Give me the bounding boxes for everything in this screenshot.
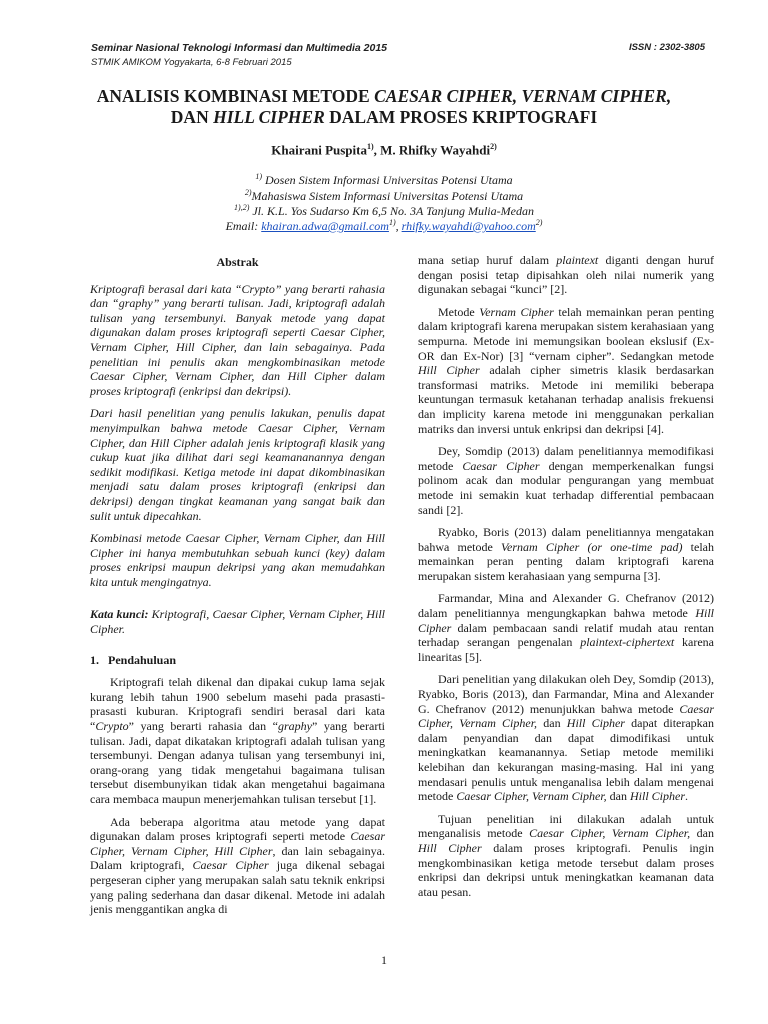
issn-label: ISSN : 2302-3805 [628,42,705,53]
keywords: Kata kunci: Kriptografi, Caesar Cipher, Vernam Cipher, Hill Cipher. [90,607,386,637]
abstract-paragraph-3: Kombinasi metode Caesar Cipher, Vernam Cipher, dan Hill Cipher ini hanya membutuhkan sebuah kunci (key) dalam proses enkripsi maupun dekripsi yang akan memudahkan kita untuk mengingatnya. [90,531,385,589]
affiliation-1: $^{1)}$ Dosen Sistem Informasi Universitas Potensi Utama [255,172,513,187]
conference-header: Seminar Nasional Teknologi Informasi dan Multimedia 2015 [91,42,388,54]
affiliation-address: $^{1),2)}$ Jl. K.L. Yos Sudarso Km 6,5 No. 3A Tanjung Mulia-Medan [234,203,534,218]
right-paragraph-0: mana setiap huruf dalam plaintext diganti dengan huruf dengan posisi tetap dipisahkan oleh nilai numerik yang digunakan sebagai “kunci” [2]. [418,253,714,297]
right-paragraph-4: Farmandar, Mina and Alexander G. Chefranov (2012) dalam penelitiannya mengungkapkan bahwa metode Hill Cipher dalam pembacaan sandi relatif mudah atau rentan terhadap serangan pengenalan plaintext-ciphertext karena linearitas [5]. [418,591,714,664]
author-emails: Email: khairan.adwa@gmail.com$^{1)}$, rhifky.wayahdi@yahoo.com$^{2)}$ [225,218,543,233]
abstract-paragraph-2: Dari hasil penelitian yang penulis lakukan, penulis dapat menyimpulkan bahwa metode Caesar Cipher, Vernam Cipher, dan Hill Cipher adalah jenis kriptografi klasik yang cukup kuat jika dilihat dari segi keamananannya dengan sedikit modifikasi. Ketiga metode ini dapat dikombinasikan menjadi satu dalam proses kriptografi (enkripsi dan dekripsi) dengan tingkat keamanan yang sangat baik dan sulit untuk dipecahkan. [90,406,385,523]
right-paragraph-6: Tujuan penelitian ini dilakukan adalah untuk menganalisis metode Caesar Cipher, Vernam Cipher, dan Hill Cipher dalam proses kriptografi. Penulis ingin mengkombinasikan ketiga metode tersebut dalam proses enkripsi dan dekripsi untuk meningkatkan keamanan data atau pesan. [418,811,714,899]
paper-title-line-1: ANALISIS KOMBINASI METODE CAESAR CIPHER, VERNAM CIPHER, [96,86,672,106]
right-column [418,253,714,907]
author-list: Khairani Puspita$^{1)}$, M. Rhifky Wayahdi$^{2)}$ [271,142,497,158]
abstract-heading: Abstrak [216,255,259,269]
section-1-heading: 1. Pendahuluan [90,652,177,667]
email-link-2[interactable]: rhifky.wayahdi@yahoo.com [401,219,536,233]
intro-paragraph-2: Ada beberapa algoritma atau metode yang dapat digunakan dalam proses kriptografi seperti metode Caesar Cipher, Vernam Cipher, Hill Cipher, dan lain sebagainya. Dalam kriptografi, Caesar Cipher juga dikenal sebagai pergeseran cipher yang merupakan salah satu teknik enkripsi yang paling sederhana dan dasar dikenal. Metode ini adalah jenis menggantikan angka di [90,814,385,917]
left-column [90,255,385,925]
page-number: 1 [381,953,387,967]
right-paragraph-5: Dari penelitian yang dilakukan oleh Dey, Somdip (2013), Ryabko, Boris (2013), dan Farmandar, Mina and Alexander G. Chefranov (2012) menunjukkan bahwa metode Caesar Cipher, Vernam Cipher, dan Hill Cipher dapat diterapkan dalam penyandian dan dapat dimodifikasi untuk meningkatkan keamanannya. Setiap metode memiliki kelebihan dan kekurangan masing-masing. Hal ini yang mendasari penulis untuk menganalisa lebih dalam mengenai metode Caesar Cipher, Vernam Cipher, dan Hill Cipher. [418,672,714,804]
paper-title-line-2: DAN HILL CIPHER DALAM PROSES KRIPTOGRAFI [170,107,598,127]
right-paragraph-1: Metode Vernam Cipher telah memainkan peran penting dalam kriptografi karena merupakan sistem kerahasiaan yang sempurna. Metode ini memungsikan boolean ekslusif (Ex-OR dan Ex-Nor) [3] “vernam cipher”. Sedangkan metode Hill Cipher adalah cipher simetris klasik berdasarkan transformasi matriks. Metode ini memiliki beberapa keuntungan termasuk ketahanan terhadap analisis frekuensi dan implicity karena metode ini menggunakan perkalian matriks dan inversi untuk enkripsi dan dekripsi [4]. [418,304,715,436]
right-paragraph-2: Dey, Somdip (2013) dalam penelitiannya memodifikasi metode Caesar Cipher dengan memperkenalkan fungsi polinom acak dan modular pengurangan yang membuat metode ini semakin kuat terhadap differential pembacaan sandi [2]. [418,444,715,517]
right-paragraph-3: Ryabko, Boris (2013) dalam penelitiannya mengatakan bahwa metode Vernam Cipher (or one-time pad) telah memainkan peran penting dalam kriptografi karena merupakan sistem kerahasiaan yang sempurna [3]. [418,525,715,583]
venue-header: STMIK AMIKOM Yogyakarta, 6-8 Februari 2015 [91,57,292,68]
intro-paragraph-1: Kriptografi telah dikenal dan dipakai cukup lama sejak kurang lebih tahun 1900 sebelum masehi pada prasasti-prasasti kuburan. Kriptografi sendiri berasal dari kata “Crypto” yang berarti rahasia dan “graphy” yang berarti tulisan. Jadi, dapat dikatakan kriptografi adalah tulisan yang tersembunyi. Dengan adanya tulisan yang tersembunyi ini, orang-orang yang tidak mengetahui bagaimana tulisan tersebut disembunyikan tidak akan mengetahui bagaimana cara membaca maupun menerjemahkan tulisan tersebut [1]. [90,675,385,806]
email-link-1[interactable]: khairan.adwa@gmail.com [261,219,389,233]
affiliation-2: $^{2)}$Mahasiswa Sistem Informasi Universitas Potensi Utama [244,188,524,203]
abstract-paragraph-1: Kriptografi berasal dari kata “Crypto” yang berarti rahasia dan “graphy” yang berarti tulisan. Jadi, kriptografi adalah tulisan yang tersembunyi. Banyak metode yang dapat digunakan dalam proses kriptografi seperti Caesar Cipher, Vernam Cipher, Hill Cipher, dan lain sebagainya. Pada penelitian ini penulis akan mengkombinasikan metode Caesar Cipher, Vernam Cipher, dan Hill Cipher dalam proses kriptografi (enkripsi dan dekripsi). [90,281,385,398]
